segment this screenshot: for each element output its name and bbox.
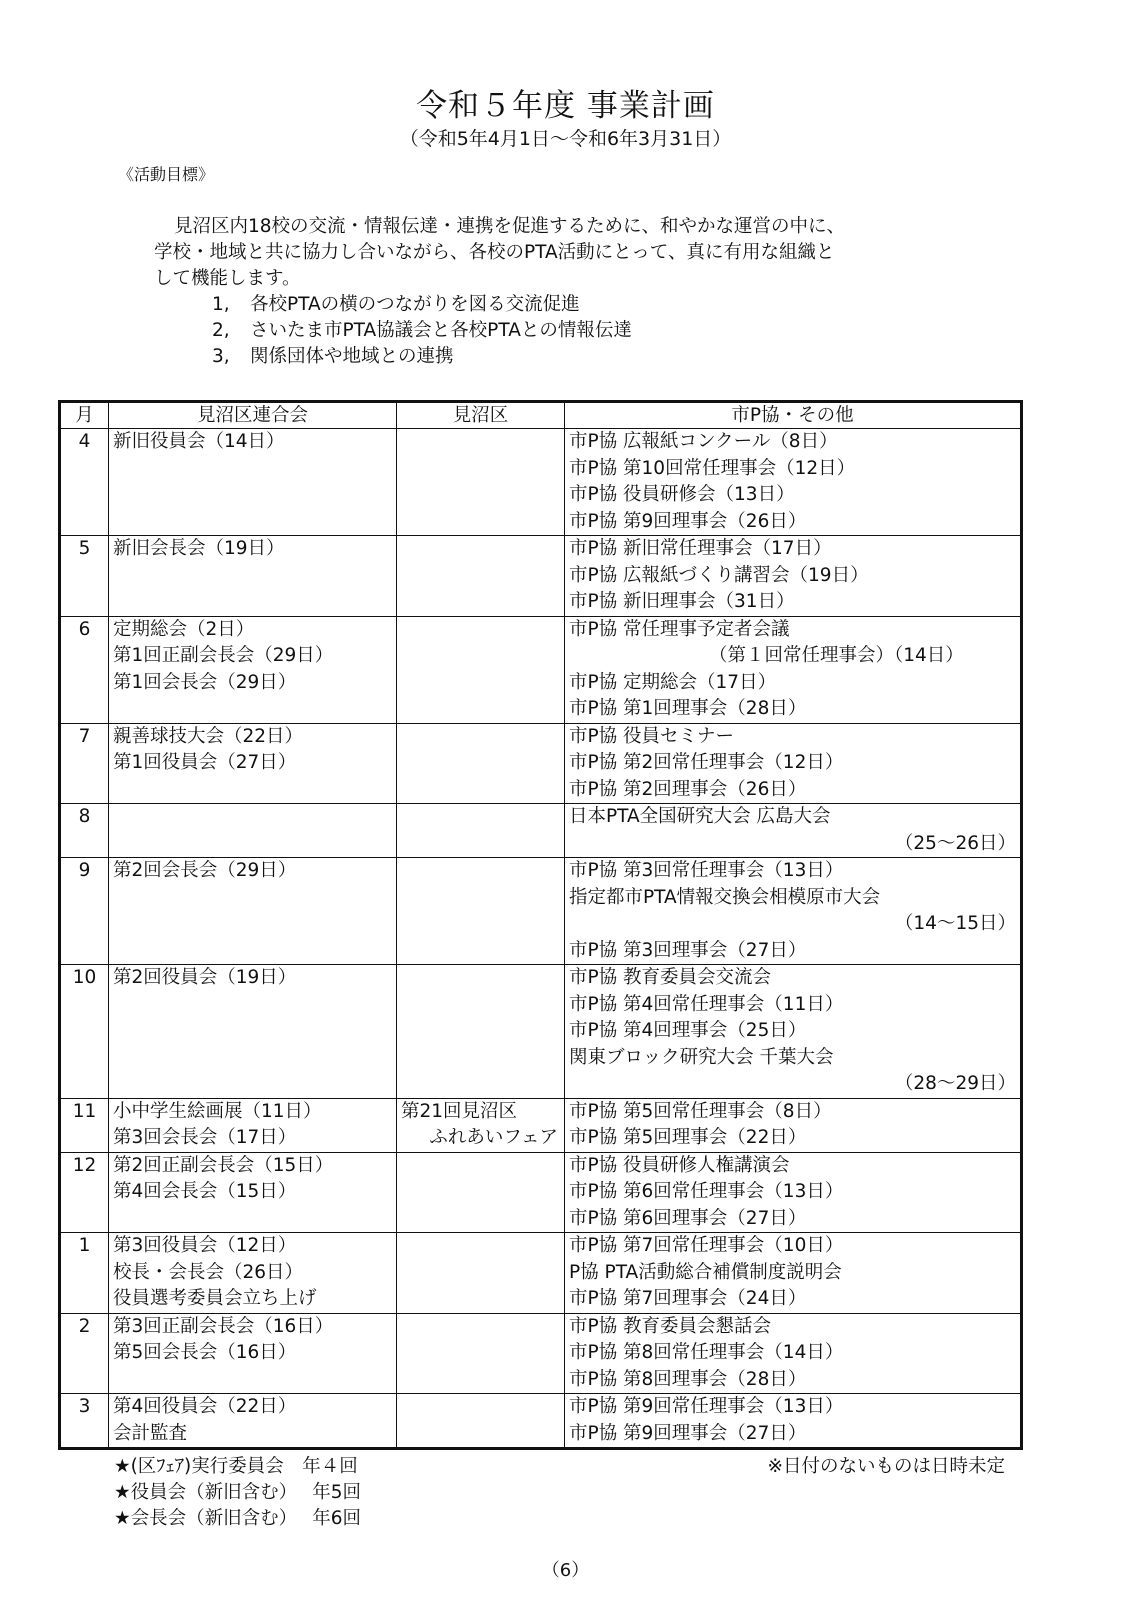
event-entry: 市P協 第8回常任理事会（14日）	[569, 1342, 844, 1363]
month-cell	[60, 965, 109, 1099]
header-federation: 見沼区連合会	[109, 402, 397, 429]
intro-line: 学校・地域と共に協力し合いながら、各校のPTA活動にとって、真に有用な組織と	[154, 242, 835, 263]
federation-cell	[109, 1394, 397, 1449]
month-label: 4	[78, 431, 91, 452]
month-label: 7	[78, 725, 91, 747]
month-cell	[60, 1394, 109, 1449]
month-label: 11	[72, 1100, 97, 1122]
goals-heading: 《活動目標》	[118, 165, 215, 184]
event-entry: 市P協 新旧常任理事会（17日）	[569, 538, 832, 559]
note-line: ★会長会（新旧含む） 年6回	[114, 1508, 361, 1529]
city-cell	[565, 536, 1022, 617]
event-entry: 第2回正副会長会（15日）	[113, 1154, 334, 1176]
event-entry: 市P協 第9回理事会（26日）	[569, 510, 807, 532]
event-entry: 第2回役員会（19日）	[113, 967, 297, 988]
table-row	[60, 1098, 1022, 1152]
event-entry: （第１回常任理事会）（14日）	[709, 645, 964, 666]
city-cell	[565, 723, 1022, 804]
month-cell	[60, 1233, 109, 1314]
month-cell	[60, 858, 109, 965]
goal-item	[212, 292, 632, 318]
table-row	[60, 429, 1022, 536]
month-cell	[60, 616, 109, 723]
event-entry: 市P協 第3回常任理事会（13日）	[569, 860, 844, 881]
event-entry: 日本PTA全国研究大会 広島大会	[569, 806, 831, 827]
intro-paragraph	[154, 214, 944, 292]
event-entry: 市P協 教育委員会交流会	[569, 967, 772, 988]
table-row	[60, 723, 1022, 804]
event-entry: 市P協 第5回理事会（22日）	[569, 1127, 807, 1148]
event-entry: 第4回役員会（22日）	[113, 1396, 297, 1417]
header-ward: 見沼区	[397, 402, 565, 429]
event-entry: 定期総会（2日）	[113, 618, 255, 640]
month-label: 12	[72, 1154, 97, 1176]
goal-item	[212, 318, 632, 344]
month-label: 8	[78, 806, 91, 827]
event-entry: 第3回正副会長会（16日）	[113, 1315, 334, 1337]
month-label: 2	[78, 1315, 91, 1337]
event-entry: 市P協 役員研修会（13日）	[569, 484, 795, 505]
goal-text: さいたま市PTA協議会と各校PTAとの情報伝達	[250, 320, 632, 341]
month-label: 10	[72, 967, 97, 988]
event-entry: 市P協 常任理事予定者会議	[569, 618, 790, 640]
month-label: 6	[78, 618, 91, 640]
header-month: 月	[60, 402, 109, 429]
event-entry: 校長・会長会（26日）	[113, 1261, 304, 1283]
event-entry: 第1回会長会（29日）	[113, 671, 297, 693]
federation-cell	[109, 616, 397, 723]
month-cell	[60, 723, 109, 804]
table-row	[60, 965, 1022, 1099]
event-entry: 市P協 第9回常任理事会（13日）	[569, 1396, 844, 1417]
event-entry: 市P協 第5回常任理事会（8日）	[569, 1100, 832, 1122]
city-cell	[565, 1233, 1022, 1314]
intro-line: して機能します。	[154, 268, 301, 289]
table-row	[60, 1313, 1022, 1394]
event-entry: 市P協 第9回理事会（27日）	[569, 1422, 807, 1444]
city-cell	[565, 858, 1022, 965]
month-cell	[60, 804, 109, 858]
schedule-body	[60, 429, 1022, 1449]
event-entry: 市P協 定期総会（17日）	[569, 671, 777, 693]
federation-cell	[109, 723, 397, 804]
event-entry: 第1回正副会長会（29日）	[113, 645, 334, 666]
table-header-row	[60, 402, 1022, 429]
fiscal-period: （令和5年4月1日～令和6年3月31日）	[399, 128, 732, 150]
event-entry: 市P協 第1回理事会（28日）	[569, 698, 807, 719]
header-city: 市P協・その他	[565, 402, 1022, 429]
goals-list	[212, 292, 632, 370]
page-number: （6）	[541, 1560, 590, 1581]
remark: ※日付のないものは日時未定	[767, 1456, 1005, 1477]
table-row	[60, 1233, 1022, 1314]
federation-cell	[109, 1152, 397, 1233]
event-entry: 第4回会長会（15日）	[113, 1181, 297, 1202]
event-entry: （25～26日）	[894, 832, 1016, 854]
event-entry: 市P協 第4回常任理事会（11日）	[569, 993, 844, 1015]
event-entry: 親善球技大会（22日）	[113, 725, 304, 747]
table-row	[60, 1152, 1022, 1233]
event-entry: 市P協 新旧理事会（31日）	[569, 591, 795, 612]
event-entry: （14～15日）	[894, 913, 1016, 934]
month-label: 3	[78, 1396, 91, 1417]
ward-cell	[397, 429, 565, 536]
month-cell	[60, 1313, 109, 1394]
month-label: 9	[78, 860, 91, 881]
event-entry: ふれあいフェア	[429, 1127, 558, 1148]
ward-cell	[397, 723, 565, 804]
federation-cell	[109, 804, 397, 858]
federation-cell	[109, 1233, 397, 1314]
federation-cell	[109, 965, 397, 1099]
event-entry: P協 PTA活動総合補償制度説明会	[569, 1261, 842, 1283]
event-entry: 第1回役員会（27日）	[113, 752, 297, 773]
event-entry: （28～29日）	[894, 1073, 1016, 1094]
schedule-table	[58, 400, 1023, 1450]
event-entry: 市P協 第4回理事会（25日）	[569, 1020, 807, 1041]
event-entry: 市P協 第10回常任理事会（12日）	[569, 457, 856, 479]
month-cell	[60, 1098, 109, 1152]
ward-cell	[397, 1152, 565, 1233]
page-title: 令和５年度 事業計画	[416, 88, 715, 124]
federation-cell	[109, 1098, 397, 1152]
table-row	[60, 536, 1022, 617]
month-label: 5	[78, 538, 91, 559]
goal-item	[212, 344, 632, 370]
event-entry: 市P協 教育委員会懇話会	[569, 1315, 772, 1337]
federation-cell	[109, 429, 397, 536]
city-cell	[565, 429, 1022, 536]
table-row	[60, 804, 1022, 858]
event-entry: 市P協 役員研修人権講演会	[569, 1154, 790, 1176]
event-entry: 新旧役員会（14日）	[113, 431, 285, 452]
event-entry: 市P協 第2回理事会（26日）	[569, 778, 807, 800]
ward-cell	[397, 804, 565, 858]
event-entry: 第3回会長会（17日）	[113, 1127, 297, 1148]
city-cell	[565, 1394, 1022, 1449]
table-row	[60, 1394, 1022, 1449]
event-entry: 会計監査	[113, 1422, 188, 1444]
notes	[114, 1454, 361, 1532]
city-cell	[565, 804, 1022, 858]
event-entry: 市P協 第6回常任理事会（13日）	[569, 1181, 844, 1202]
month-cell	[60, 536, 109, 617]
event-entry: 市P協 第2回常任理事会（12日）	[569, 752, 844, 773]
event-entry: 市P協 広報紙づくり講習会（19日）	[569, 564, 869, 586]
table-row	[60, 858, 1022, 965]
note-line: ★(区ﾌｪｱ)実行委員会 年４回	[114, 1456, 358, 1477]
ward-cell	[397, 1098, 565, 1152]
month-cell	[60, 1152, 109, 1233]
ward-cell	[397, 536, 565, 617]
intro-line: 見沼区内18校の交流・情報伝達・連携を促進するために、和やかな運営の中に、	[174, 216, 846, 237]
note-line: ★役員会（新旧含む） 年5回	[114, 1482, 361, 1503]
table-row	[60, 616, 1022, 723]
event-entry: 第5回会長会（16日）	[113, 1342, 297, 1363]
event-entry: 第2回会長会（29日）	[113, 860, 297, 881]
ward-cell	[397, 965, 565, 1099]
federation-cell	[109, 858, 397, 965]
event-entry: 市P協 第8回理事会（28日）	[569, 1368, 807, 1390]
event-entry: 第3回役員会（12日）	[113, 1235, 297, 1256]
city-cell	[565, 1152, 1022, 1233]
goal-number: 1,	[212, 294, 230, 315]
city-cell	[565, 1098, 1022, 1152]
city-cell	[565, 1313, 1022, 1394]
city-cell	[565, 616, 1022, 723]
event-entry: 市P協 役員セミナー	[569, 725, 735, 747]
month-cell	[60, 429, 109, 536]
event-entry: 小中学生絵画展（11日）	[113, 1100, 322, 1122]
federation-cell	[109, 1313, 397, 1394]
ward-cell	[397, 1233, 565, 1314]
event-entry: 新旧会長会（19日）	[113, 538, 285, 559]
city-cell	[565, 965, 1022, 1099]
event-entry: 関東ブロック研究大会 千葉大会	[569, 1046, 834, 1068]
event-entry: 市P協 第7回常任理事会（10日）	[569, 1235, 844, 1256]
event-entry: 市P協 第7回理事会（24日）	[569, 1288, 807, 1309]
event-entry: 役員選考委員会立ち上げ	[113, 1288, 317, 1309]
ward-cell	[397, 858, 565, 965]
goal-text: 各校PTAの横のつながりを図る交流促進	[250, 294, 580, 315]
ward-cell	[397, 616, 565, 723]
event-entry: 第21回見沼区	[401, 1100, 518, 1122]
ward-cell	[397, 1394, 565, 1449]
event-entry: 市P協 第3回理事会（27日）	[569, 939, 807, 961]
goal-text: 関係団体や地域との連携	[250, 346, 454, 367]
event-entry: 市P協 第6回理事会（27日）	[569, 1207, 807, 1229]
goal-number: 2,	[212, 320, 230, 341]
ward-cell	[397, 1313, 565, 1394]
goal-number: 3,	[212, 346, 230, 367]
month-label: 1	[78, 1235, 91, 1256]
federation-cell	[109, 536, 397, 617]
event-entry: 市P協 広報紙コンクール（8日）	[569, 431, 838, 452]
event-entry: 指定都市PTA情報交換会相模原市大会	[569, 886, 881, 908]
